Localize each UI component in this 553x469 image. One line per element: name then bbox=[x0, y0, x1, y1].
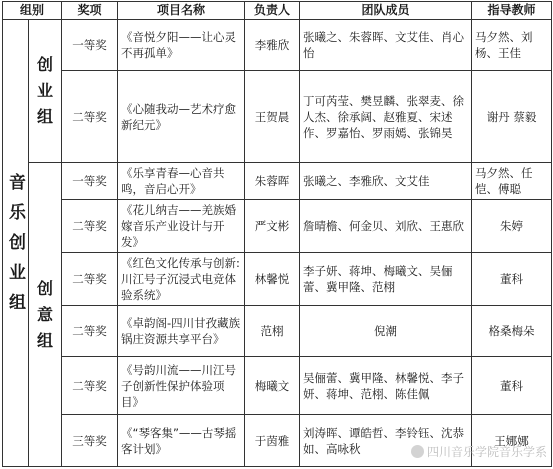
advisor-cell: 王娜娜 bbox=[472, 415, 552, 467]
award-cell: 二等奖 bbox=[62, 71, 118, 163]
leader-cell: 王贺晨 bbox=[245, 71, 300, 163]
advisor-cell: 谢丹 蔡毅 bbox=[472, 71, 552, 163]
group-label: 音乐创业组 bbox=[3, 19, 29, 466]
header-leader: 负责人 bbox=[245, 2, 300, 20]
header-group: 组别 bbox=[3, 2, 62, 20]
wechat-logo-icon bbox=[411, 445, 424, 458]
header-members: 团队成员 bbox=[300, 2, 472, 20]
members-text: 詹晴檐、何金贝、刘欣、王惠欣 bbox=[303, 219, 465, 234]
subgroup-label: 创意组 bbox=[29, 163, 62, 467]
award-cell: 一等奖 bbox=[62, 163, 118, 200]
award-cell: 二等奖 bbox=[62, 357, 118, 415]
advisor-text: 马夕然、任恺、傅聪 bbox=[475, 166, 533, 197]
table-row bbox=[3, 19, 552, 71]
advisor-cell bbox=[472, 19, 552, 71]
project-text: 《乐享青春—心音共鸣，音启心开》 bbox=[121, 166, 225, 197]
awards-table bbox=[2, 1, 552, 467]
header-row bbox=[3, 2, 552, 20]
members-text: 吴俪蕾、冀甲隆、林馨悦、李子妍、蒋坤、范栩、陈佳佩 bbox=[303, 370, 465, 401]
leader-cell: 朱蓉晖 bbox=[245, 163, 300, 200]
members-cell bbox=[300, 19, 472, 71]
watermark-text: 四川音乐学院音乐学系 bbox=[426, 445, 547, 459]
members-cell bbox=[300, 71, 472, 163]
table-row bbox=[3, 71, 552, 163]
members-text: 张曦之、朱蓉晖、文艾佳、肖心怡 bbox=[303, 29, 465, 60]
award-cell: 三等奖 bbox=[62, 415, 118, 467]
project-text: 《红色文化传承与创新:川江号子沉浸式电竞体验系统》 bbox=[121, 255, 240, 302]
leader-cell: 梅曦文 bbox=[245, 357, 300, 415]
award-cell: 一等奖 bbox=[62, 19, 118, 71]
award-cell: 二等奖 bbox=[62, 305, 118, 357]
header-advisor: 指导教师 bbox=[472, 2, 552, 20]
subgroup-label: 创业组 bbox=[29, 19, 62, 163]
leader-cell: 范栩 bbox=[245, 305, 300, 357]
advisor-text: 马夕然、刘杨、王佳 bbox=[475, 29, 533, 60]
leader-cell: 严文彬 bbox=[245, 200, 300, 253]
advisor-cell bbox=[472, 163, 552, 200]
award-cell: 二等奖 bbox=[62, 200, 118, 253]
project-cell bbox=[118, 253, 245, 306]
table-row bbox=[3, 200, 552, 253]
project-cell bbox=[118, 163, 245, 200]
table-row bbox=[3, 357, 552, 415]
project-text: 《“琴客集”——古琴摇客计划》 bbox=[121, 425, 237, 456]
leader-cell: 于茵雅 bbox=[245, 415, 300, 467]
members-text: 李子妍、蒋坤、梅曦文、吴俪蕾、冀甲隆、范栩 bbox=[303, 263, 453, 294]
advisor-cell: 董科 bbox=[472, 253, 552, 306]
award-cell: 二等奖 bbox=[62, 253, 118, 306]
project-text: 《卓韵阁-四川甘孜藏族锅庄资源共享平台》 bbox=[121, 316, 241, 347]
leader-cell: 李雅欣 bbox=[245, 19, 300, 71]
watermark bbox=[411, 443, 547, 460]
advisor-cell: 朱婷 bbox=[472, 200, 552, 253]
project-cell bbox=[118, 415, 245, 467]
header-award: 奖项 bbox=[62, 2, 118, 20]
project-text: 《音悦夕阳——让心灵不再孤单》 bbox=[121, 29, 237, 60]
project-cell bbox=[118, 357, 245, 415]
advisor-cell: 格桑梅朵 bbox=[472, 305, 552, 357]
project-cell bbox=[118, 305, 245, 357]
members-cell bbox=[300, 253, 472, 306]
project-text: 《心随我动—艺术疗愈新纪元》 bbox=[121, 101, 237, 132]
leader-cell: 林馨悦 bbox=[245, 253, 300, 306]
members-cell bbox=[300, 200, 472, 253]
project-text: 《号韵川流——川江号子创新性保护体验项目》 bbox=[121, 362, 237, 409]
members-text: 丁可芮莹、樊昱麟、张翠麦、徐人杰、徐承阔、赵雅夏、宋述作、罗嘉怡、罗雨嫣、张锦昊 bbox=[303, 93, 465, 140]
table-row bbox=[3, 163, 552, 200]
members-cell bbox=[300, 163, 472, 200]
project-cell bbox=[118, 19, 245, 71]
members-cell bbox=[300, 357, 472, 415]
table-row bbox=[3, 305, 552, 357]
members-text: 张曦之、李雅欣、文艾佳 bbox=[303, 174, 430, 189]
project-text: 《花儿纳吉——羌族婚嫁音乐产业设计与开发》 bbox=[121, 203, 237, 250]
project-cell bbox=[118, 200, 245, 253]
members-cell: 倪潮 bbox=[300, 305, 472, 357]
members-text: 刘涛晖、谭皓哲、李铃钰、沈恭如、高咏秋 bbox=[303, 425, 465, 456]
advisor-cell: 董科 bbox=[472, 357, 552, 415]
project-cell bbox=[118, 71, 245, 163]
table-row bbox=[3, 253, 552, 306]
header-project: 项目名称 bbox=[118, 2, 245, 20]
